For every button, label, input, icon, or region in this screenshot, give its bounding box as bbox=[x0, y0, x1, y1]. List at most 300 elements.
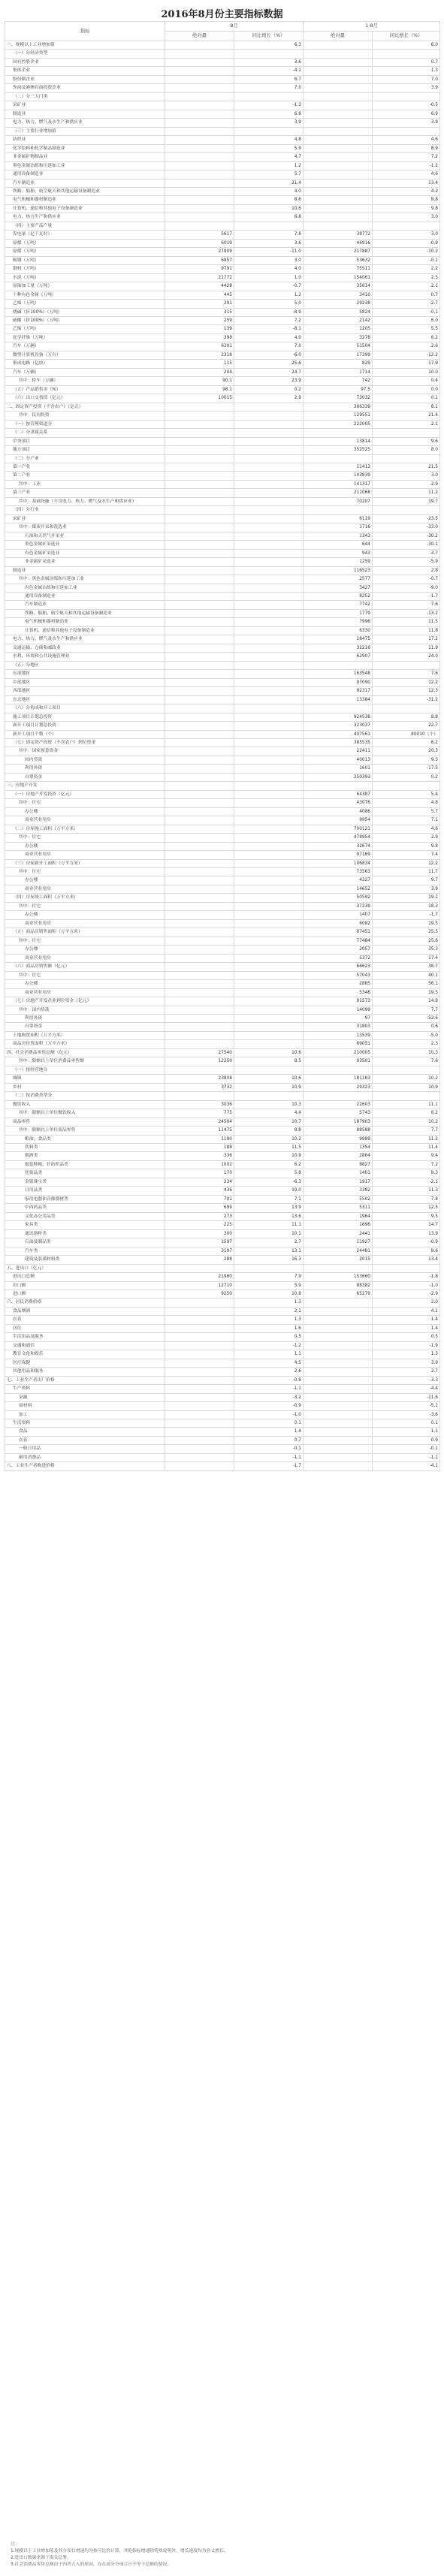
cell-month-abs bbox=[165, 532, 234, 540]
cell-month-abs bbox=[165, 1316, 234, 1324]
cell-month-abs bbox=[165, 902, 234, 910]
cell-ytd-abs: 88382 bbox=[304, 1281, 373, 1290]
table-row bbox=[5, 963, 440, 971]
table-row bbox=[5, 558, 440, 566]
cell-month-abs: 4428 bbox=[165, 282, 234, 291]
cell-month-abs: 204 bbox=[165, 368, 234, 376]
table-row bbox=[5, 1031, 440, 1039]
cell-month-abs bbox=[165, 730, 234, 738]
cell-ytd-growth: -1.1 bbox=[373, 1453, 440, 1461]
table-row bbox=[5, 187, 440, 195]
cell-month-growth bbox=[234, 653, 304, 661]
table-row bbox=[5, 584, 440, 592]
cell-month-growth: 4.4 bbox=[234, 1109, 304, 1118]
cell-indicator: 采矿业 bbox=[5, 101, 165, 110]
cell-month-growth: -3.2 bbox=[234, 1393, 304, 1401]
cell-indicator: 电气机械和器材制造业 bbox=[5, 196, 165, 204]
table-row bbox=[5, 1341, 440, 1350]
table-row bbox=[5, 566, 440, 575]
cell-month-abs bbox=[165, 1324, 234, 1332]
cell-ytd-abs: 11413 bbox=[304, 463, 373, 471]
cell-indicator: 计算机、通信和其他电子设备制造业 bbox=[5, 204, 165, 213]
cell-month-growth: 25.6 bbox=[234, 360, 304, 368]
table-row bbox=[5, 1048, 440, 1057]
table-row bbox=[5, 41, 440, 50]
cell-indicator: 办公楼 bbox=[5, 876, 165, 885]
cell-month-growth bbox=[234, 489, 304, 497]
cell-month-growth bbox=[234, 127, 304, 135]
cell-ytd-abs bbox=[304, 41, 373, 50]
cell-month-growth: 5.0 bbox=[234, 300, 304, 308]
header-indicator: 指标 bbox=[5, 22, 165, 41]
cell-indicator: 其中：住宅 bbox=[5, 971, 165, 979]
cell-month-abs bbox=[165, 644, 234, 652]
table-row bbox=[5, 1212, 440, 1220]
cell-month-abs bbox=[165, 1307, 234, 1315]
cell-ytd-growth: 21.5 bbox=[373, 463, 440, 471]
cell-month-abs: 9250 bbox=[165, 1290, 234, 1298]
header-month-growth: 同比增长（%） bbox=[234, 32, 304, 41]
cell-indicator: 生活用品及服务 bbox=[5, 1333, 165, 1341]
cell-indicator: （二）分隶属关系 bbox=[5, 429, 165, 437]
cell-month-abs bbox=[165, 626, 234, 635]
cell-month-abs bbox=[165, 480, 234, 488]
cell-ytd-growth: 0.4 bbox=[373, 377, 440, 385]
table-row bbox=[5, 1256, 440, 1264]
cell-month-abs: 170 bbox=[165, 1169, 234, 1178]
table-row bbox=[5, 1324, 440, 1332]
cell-indicator: 汽车（万辆） bbox=[5, 342, 165, 351]
cell-month-abs bbox=[165, 954, 234, 962]
table-row bbox=[5, 756, 440, 764]
cell-month-growth bbox=[234, 420, 304, 428]
cell-month-growth: 1.0 bbox=[234, 273, 304, 282]
cell-month-abs bbox=[165, 1040, 234, 1048]
cell-month-growth bbox=[234, 412, 304, 420]
table-row bbox=[5, 911, 440, 919]
cell-ytd-growth: 1.4 bbox=[373, 1324, 440, 1332]
cell-indicator: 其中：住宅 bbox=[5, 902, 165, 910]
cell-month-abs bbox=[165, 497, 234, 505]
cell-month-abs bbox=[165, 609, 234, 617]
cell-ytd-abs: 5372 bbox=[304, 954, 373, 962]
cell-ytd-growth: 38.7 bbox=[373, 963, 440, 971]
table-row bbox=[5, 101, 440, 110]
cell-ytd-growth: 3.0 bbox=[373, 231, 440, 239]
cell-ytd-growth bbox=[373, 50, 440, 58]
cell-indicator: 汽车制造业 bbox=[5, 601, 165, 609]
cell-month-growth: 2.1 bbox=[234, 1307, 304, 1315]
cell-ytd-growth bbox=[373, 1092, 440, 1100]
cell-indicator: 化学原料和化学制品制造业 bbox=[5, 144, 165, 152]
cell-indicator: 餐饮收入 bbox=[5, 1100, 165, 1109]
cell-ytd-growth: 11.7 bbox=[373, 868, 440, 876]
cell-month-growth: 6.7 bbox=[234, 75, 304, 83]
cell-ytd-growth bbox=[373, 704, 440, 713]
cell-indicator: （二）按消费类型分 bbox=[5, 1092, 165, 1100]
cell-month-growth bbox=[234, 747, 304, 756]
table-row bbox=[5, 231, 440, 239]
cell-month-abs bbox=[165, 1436, 234, 1444]
table-row bbox=[5, 161, 440, 170]
cell-indicator: 第三产业 bbox=[5, 489, 165, 497]
cell-month-growth bbox=[234, 670, 304, 678]
table-row bbox=[5, 1057, 440, 1066]
cell-month-abs: 6857 bbox=[165, 256, 234, 264]
footnote-line: 2.进出口数据来源于海关总署。 bbox=[11, 2556, 71, 2560]
table-row bbox=[5, 248, 440, 256]
cell-month-abs bbox=[165, 101, 234, 110]
cell-month-growth bbox=[234, 834, 304, 842]
cell-ytd-abs: 66623 bbox=[304, 963, 373, 971]
cell-month-growth: 13.9 bbox=[234, 1204, 304, 1212]
table-row bbox=[5, 1393, 440, 1401]
cell-month-growth bbox=[234, 222, 304, 230]
cell-month-growth bbox=[234, 695, 304, 704]
cell-indicator: 日用品类 bbox=[5, 1187, 165, 1195]
cell-month-abs bbox=[165, 1419, 234, 1428]
table-row bbox=[5, 790, 440, 798]
cell-ytd-abs: 51504 bbox=[304, 342, 373, 351]
cell-month-abs bbox=[165, 58, 234, 66]
cell-indicator: 集体企业 bbox=[5, 67, 165, 75]
cell-ytd-growth: 4.2 bbox=[373, 187, 440, 195]
cell-indicator: 衣着 bbox=[5, 1436, 165, 1444]
cell-ytd-abs bbox=[304, 187, 373, 195]
cell-month-abs bbox=[165, 1445, 234, 1453]
table-row bbox=[5, 713, 440, 721]
cell-ytd-growth: -0.7 bbox=[373, 575, 440, 584]
cell-ytd-abs: 37239 bbox=[304, 902, 373, 910]
cell-ytd-abs bbox=[304, 1428, 373, 1436]
cell-indicator: 中西药品类 bbox=[5, 1204, 165, 1212]
cell-ytd-growth: 10.2 bbox=[373, 1075, 440, 1083]
cell-month-growth bbox=[234, 1006, 304, 1014]
table-row bbox=[5, 1135, 440, 1143]
cell-ytd-growth bbox=[373, 506, 440, 514]
cell-ytd-abs: 91573 bbox=[304, 997, 373, 1006]
cell-month-growth: 1.1 bbox=[234, 1350, 304, 1359]
cell-month-growth bbox=[234, 799, 304, 807]
cell-month-growth: 11.1 bbox=[234, 1221, 304, 1229]
cell-month-growth: -6.3 bbox=[234, 1178, 304, 1186]
cell-month-growth bbox=[234, 825, 304, 833]
cell-ytd-growth bbox=[373, 127, 440, 135]
cell-ytd-abs bbox=[304, 75, 373, 83]
cell-month-growth: 10.7 bbox=[234, 1118, 304, 1126]
cell-ytd-growth: 1.3 bbox=[373, 1350, 440, 1359]
cell-month-growth bbox=[234, 894, 304, 902]
cell-ytd-abs bbox=[304, 1402, 373, 1410]
cell-ytd-abs: 7996 bbox=[304, 618, 373, 626]
cell-month-growth: 0.7 bbox=[234, 1436, 304, 1444]
cell-ytd-growth: 0.0 bbox=[373, 385, 440, 394]
table-row bbox=[5, 1376, 440, 1384]
cell-month-abs bbox=[165, 127, 234, 135]
cell-month-abs: 1190 bbox=[165, 1135, 234, 1143]
table-row bbox=[5, 127, 440, 135]
cell-month-abs bbox=[165, 894, 234, 902]
cell-month-abs: 12710 bbox=[165, 1281, 234, 1290]
cell-ytd-growth: 9.8 bbox=[373, 204, 440, 213]
cell-ytd-growth: -31.2 bbox=[373, 695, 440, 704]
cell-ytd-abs bbox=[304, 1453, 373, 1461]
cell-ytd-growth: 19.7 bbox=[373, 497, 440, 505]
cell-indicator: 其中：国内贷款 bbox=[5, 1006, 165, 1014]
cell-ytd-abs: 6330 bbox=[304, 626, 373, 635]
cell-ytd-growth: 21.4 bbox=[373, 412, 440, 420]
cell-indicator: 办公楼 bbox=[5, 980, 165, 988]
cell-month-growth: 16.3 bbox=[234, 1256, 304, 1264]
table-row bbox=[5, 1350, 440, 1359]
cell-ytd-abs bbox=[304, 213, 373, 222]
cell-indicator: 一般日用品 bbox=[5, 1445, 165, 1453]
cell-ytd-growth: 4.6 bbox=[373, 136, 440, 144]
table-row bbox=[5, 1453, 440, 1461]
cell-month-abs bbox=[165, 1393, 234, 1401]
cell-month-growth: 3.6 bbox=[234, 58, 304, 66]
cell-ytd-abs: 217887 bbox=[304, 248, 373, 256]
cell-month-growth: 10.6 bbox=[234, 204, 304, 213]
cell-ytd-growth: 1.3 bbox=[373, 67, 440, 75]
cell-month-abs bbox=[165, 773, 234, 781]
cell-month-abs: 23808 bbox=[165, 1075, 234, 1083]
cell-month-abs bbox=[165, 92, 234, 101]
cell-ytd-abs bbox=[304, 179, 373, 187]
cell-month-growth: 7.2 bbox=[234, 317, 304, 325]
cell-month-abs bbox=[165, 1410, 234, 1419]
cell-month-abs: 259 bbox=[165, 317, 234, 325]
table-row bbox=[5, 773, 440, 781]
cell-month-growth bbox=[234, 566, 304, 575]
cell-month-abs: 699 bbox=[165, 1204, 234, 1212]
cell-month-growth: 10.1 bbox=[234, 1229, 304, 1238]
cell-month-growth: 10.3 bbox=[234, 1100, 304, 1109]
cell-indicator: 商业营业用房 bbox=[5, 919, 165, 928]
cell-month-growth bbox=[234, 876, 304, 885]
cell-ytd-growth: -2.9 bbox=[373, 1290, 440, 1298]
cell-month-growth bbox=[234, 773, 304, 781]
table-row bbox=[5, 1419, 440, 1428]
cell-month-growth: 4.5 bbox=[234, 1359, 304, 1367]
cell-ytd-growth: 6.2 bbox=[373, 738, 440, 747]
cell-month-growth bbox=[234, 1264, 304, 1272]
table-row bbox=[5, 541, 440, 549]
cell-month-growth bbox=[234, 523, 304, 532]
cell-month-abs: 6301 bbox=[165, 342, 234, 351]
table-row bbox=[5, 377, 440, 385]
cell-month-growth bbox=[234, 532, 304, 540]
table-row bbox=[5, 412, 440, 420]
cell-ytd-growth: -30.2 bbox=[373, 532, 440, 540]
cell-month-growth: 21.4 bbox=[234, 179, 304, 187]
cell-ytd-growth: -52.6 bbox=[373, 1014, 440, 1022]
cell-indicator: 办公楼 bbox=[5, 842, 165, 850]
cell-indicator: 采掘 bbox=[5, 1393, 165, 1401]
cell-month-abs bbox=[165, 110, 234, 118]
cell-indicator: 商业营业用房 bbox=[5, 851, 165, 859]
cell-ytd-abs: 700121 bbox=[304, 825, 373, 833]
cell-ytd-abs: 1205 bbox=[304, 325, 373, 333]
cell-ytd-abs: 3427 bbox=[304, 584, 373, 592]
cell-indicator: 商业营业用房 bbox=[5, 988, 165, 997]
cell-ytd-growth: 9.5 bbox=[373, 1212, 440, 1220]
table-row bbox=[5, 144, 440, 152]
cell-ytd-abs: 385535 bbox=[304, 738, 373, 747]
cell-ytd-growth: 10.9 bbox=[373, 1083, 440, 1091]
cell-ytd-growth: 7.6 bbox=[373, 670, 440, 678]
cell-indicator: 其中：黑色金属冶炼和压延加工业 bbox=[5, 575, 165, 584]
cell-month-growth: 2.7 bbox=[234, 1238, 304, 1247]
cell-ytd-abs bbox=[304, 1410, 373, 1419]
cell-ytd-abs: 65279 bbox=[304, 1290, 373, 1298]
table-row bbox=[5, 170, 440, 179]
cell-ytd-growth: 8.0 bbox=[373, 446, 440, 454]
cell-indicator: 出口额 bbox=[5, 1281, 165, 1290]
table-row bbox=[5, 549, 440, 557]
cell-ytd-growth: -0.5 bbox=[373, 101, 440, 110]
cell-month-abs bbox=[165, 50, 234, 58]
cell-indicator: 十种有色金属（万吨） bbox=[5, 291, 165, 299]
cell-ytd-abs bbox=[304, 50, 373, 58]
cell-indicator: （三）主要行业增加值 bbox=[5, 127, 165, 135]
cell-ytd-abs bbox=[304, 84, 373, 92]
cell-month-abs: 3197 bbox=[165, 1247, 234, 1255]
cell-month-abs bbox=[165, 765, 234, 773]
cell-indicator: 食品烟酒 bbox=[5, 1307, 165, 1315]
cell-ytd-growth: 2.3 bbox=[373, 1040, 440, 1048]
table-row bbox=[5, 816, 440, 825]
cell-month-abs bbox=[165, 971, 234, 979]
cell-ytd-growth: 8.1 bbox=[373, 403, 440, 411]
cell-month-abs bbox=[165, 549, 234, 557]
table-row bbox=[5, 695, 440, 704]
cell-month-growth: -8.9 bbox=[234, 308, 304, 316]
table-row bbox=[5, 1385, 440, 1393]
cell-month-abs bbox=[165, 1368, 234, 1376]
cell-month-abs bbox=[165, 876, 234, 885]
cell-indicator: （三）房屋新开工面积（万平方米） bbox=[5, 859, 165, 867]
cell-indicator: 外商及港澳台商投资企业 bbox=[5, 84, 165, 92]
cell-ytd-growth: 0.7 bbox=[373, 58, 440, 66]
cell-indicator: （四）分行业 bbox=[5, 506, 165, 514]
cell-month-growth: 11.5 bbox=[234, 1144, 304, 1152]
cell-ytd-abs: 742 bbox=[304, 377, 373, 385]
table-row bbox=[5, 325, 440, 333]
indicator-table bbox=[5, 21, 440, 1471]
cell-ytd-growth: -4.1 bbox=[373, 1462, 440, 1470]
cell-indicator: 粗钢（万吨） bbox=[5, 256, 165, 264]
cell-month-abs: 225 bbox=[165, 1221, 234, 1229]
cell-ytd-growth: 6.0 bbox=[373, 317, 440, 325]
cell-ytd-abs: 4327 bbox=[304, 876, 373, 885]
cell-indicator: 商业营业用房 bbox=[5, 885, 165, 893]
table-row bbox=[5, 1066, 440, 1074]
table-row bbox=[5, 1023, 440, 1031]
cell-ytd-growth bbox=[373, 782, 440, 790]
cell-month-growth bbox=[234, 687, 304, 695]
cell-indicator: 中部地区 bbox=[5, 678, 165, 686]
cell-ytd-growth: 2.9 bbox=[373, 480, 440, 488]
table-row bbox=[5, 626, 440, 635]
cell-month-abs bbox=[165, 722, 234, 730]
cell-month-abs bbox=[165, 1385, 234, 1393]
cell-month-abs bbox=[165, 963, 234, 971]
cell-month-growth bbox=[234, 618, 304, 626]
cell-month-abs bbox=[165, 153, 234, 161]
cell-ytd-growth: 13.9 bbox=[373, 1229, 440, 1238]
cell-month-growth bbox=[234, 790, 304, 798]
cell-month-abs bbox=[165, 454, 234, 463]
cell-ytd-abs bbox=[304, 127, 373, 135]
cell-month-growth bbox=[234, 980, 304, 988]
cell-month-abs bbox=[165, 816, 234, 825]
cell-month-growth: -1.1 bbox=[234, 1385, 304, 1393]
footnotes bbox=[11, 2541, 435, 2568]
cell-month-abs bbox=[165, 584, 234, 592]
table-row bbox=[5, 1238, 440, 1247]
cell-month-abs bbox=[165, 136, 234, 144]
cell-month-abs bbox=[165, 851, 234, 859]
cell-ytd-growth: 6.2 bbox=[373, 333, 440, 342]
cell-indicator: 服装鞋帽、针纺织品类 bbox=[5, 1160, 165, 1169]
cell-indicator: 利用外资 bbox=[5, 765, 165, 773]
table-row bbox=[5, 463, 440, 471]
cell-month-growth: 13.1 bbox=[234, 1247, 304, 1255]
table-row bbox=[5, 84, 440, 92]
cell-ytd-abs: 943 bbox=[304, 549, 373, 557]
cell-indicator: 其中：轿车（万辆） bbox=[5, 377, 165, 385]
cell-ytd-abs: 75511 bbox=[304, 265, 373, 273]
cell-ytd-abs: 141317 bbox=[304, 480, 373, 488]
cell-month-abs bbox=[165, 670, 234, 678]
cell-month-growth: -0.1 bbox=[234, 1445, 304, 1453]
cell-ytd-growth: -0.1 bbox=[373, 308, 440, 316]
cell-indicator: 化学纤维（万吨） bbox=[5, 333, 165, 342]
cell-ytd-growth: -11.6 bbox=[373, 1393, 440, 1401]
cell-indicator: 教育文化和娱乐 bbox=[5, 1350, 165, 1359]
cell-ytd-abs bbox=[304, 136, 373, 144]
cell-indicator: 利用外资 bbox=[5, 1014, 165, 1022]
cell-ytd-growth: 19.1 bbox=[373, 894, 440, 902]
cell-month-growth bbox=[234, 626, 304, 635]
table-row bbox=[5, 635, 440, 644]
cell-ytd-abs: 2885 bbox=[304, 980, 373, 988]
cell-month-growth bbox=[234, 859, 304, 867]
cell-ytd-abs: 2015 bbox=[304, 1256, 373, 1264]
table-row bbox=[5, 308, 440, 316]
cell-month-abs: 115 bbox=[165, 360, 234, 368]
cell-ytd-growth: 8.6 bbox=[373, 1247, 440, 1255]
table-row bbox=[5, 834, 440, 842]
cell-ytd-abs bbox=[304, 101, 373, 110]
cell-month-growth bbox=[234, 919, 304, 928]
table-row bbox=[5, 1178, 440, 1186]
table-row bbox=[5, 1083, 440, 1091]
table-row bbox=[5, 1092, 440, 1100]
cell-ytd-abs: 116523 bbox=[304, 566, 373, 575]
cell-month-growth bbox=[234, 971, 304, 979]
cell-month-growth: 2.6 bbox=[234, 1368, 304, 1376]
cell-ytd-growth: 0.9 bbox=[373, 1436, 440, 1444]
table-row bbox=[5, 1152, 440, 1160]
cell-indicator: 其中：住宅 bbox=[5, 937, 165, 945]
table-row bbox=[5, 1144, 440, 1152]
cell-month-growth bbox=[234, 868, 304, 876]
cell-ytd-abs: 1779 bbox=[304, 609, 373, 617]
cell-month-growth bbox=[234, 730, 304, 738]
cell-ytd-growth: -0.9 bbox=[373, 239, 440, 247]
